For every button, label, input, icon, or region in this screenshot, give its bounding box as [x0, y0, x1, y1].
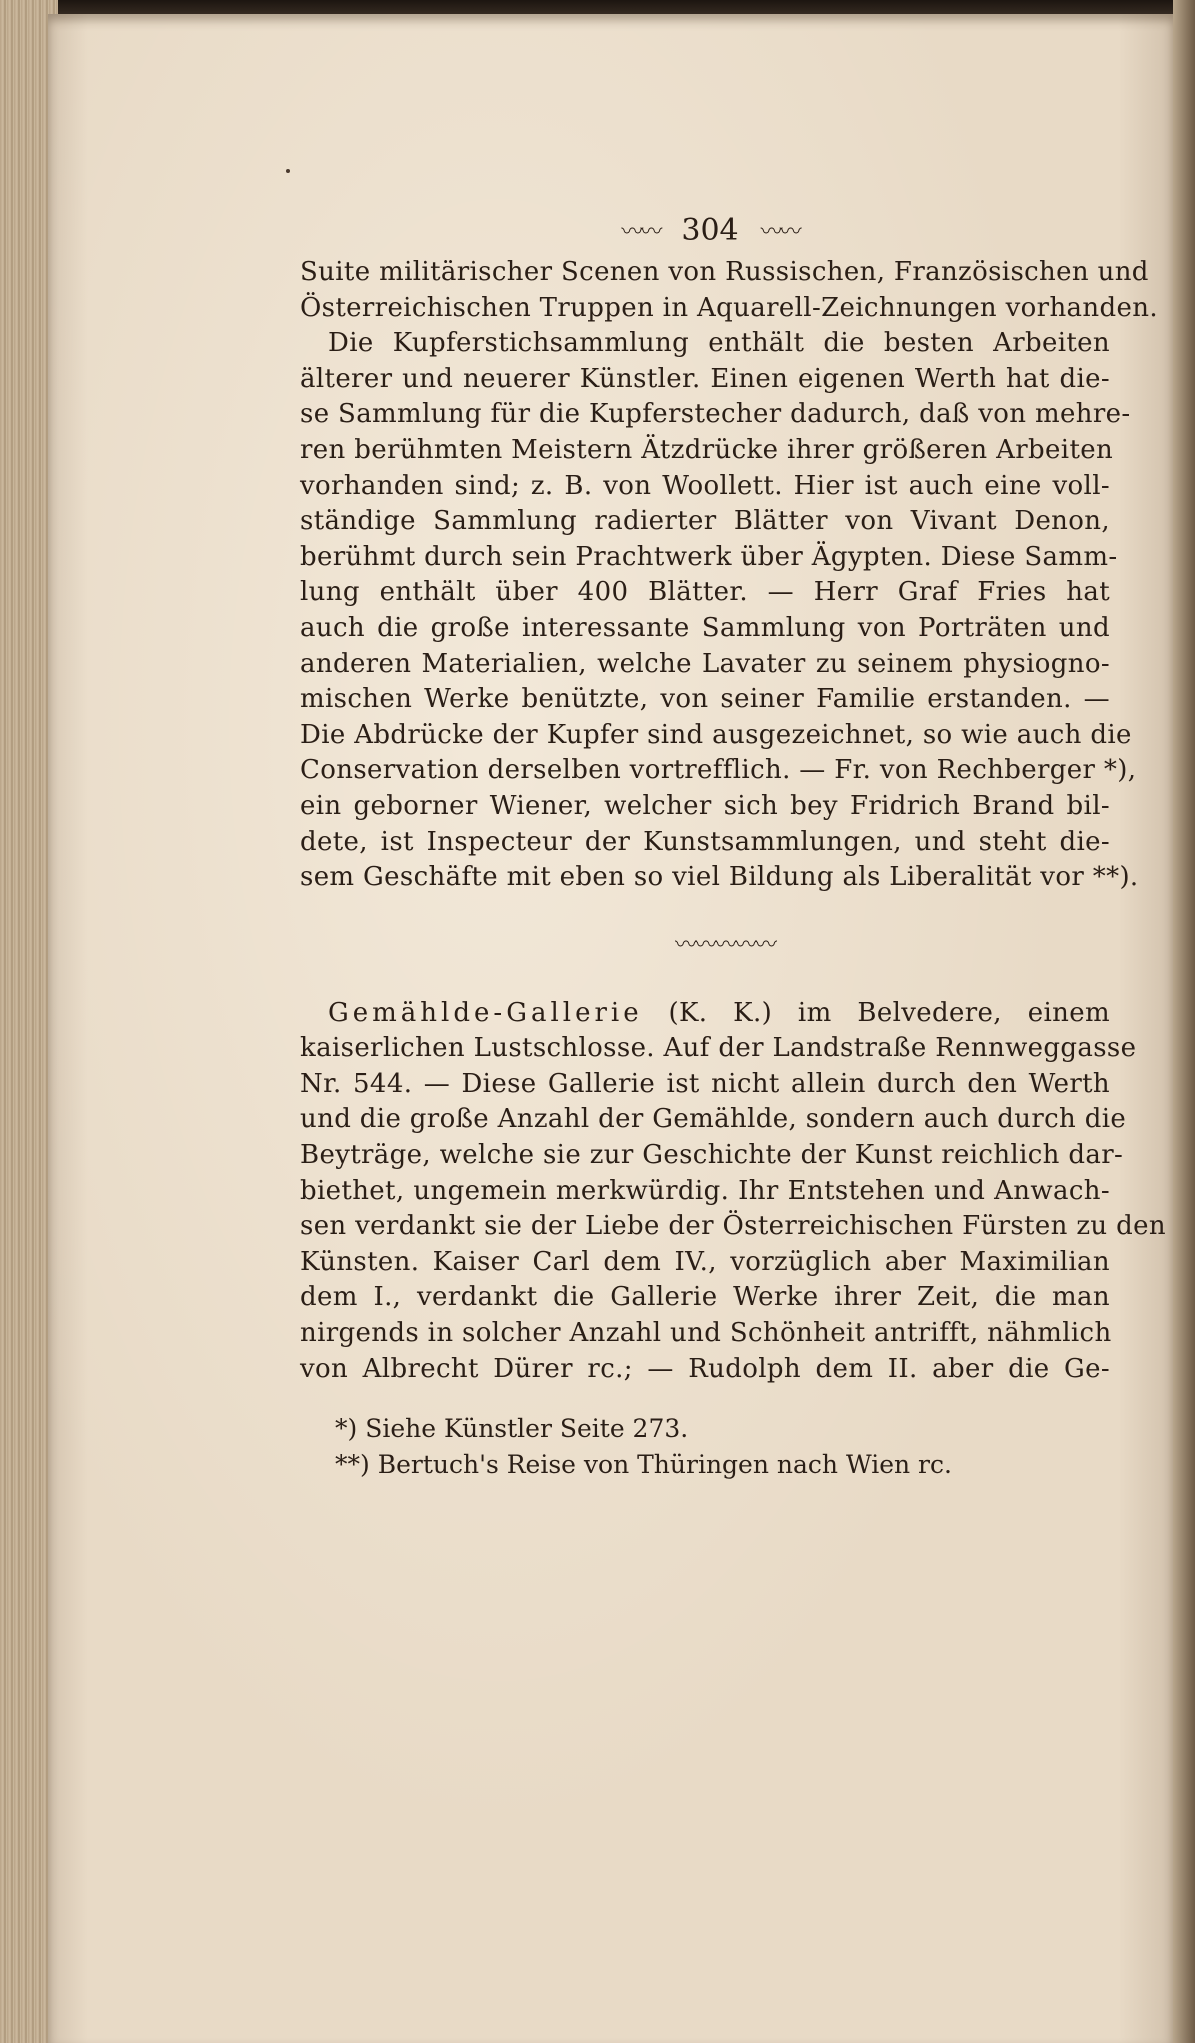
- header-ornament-right: 〰〰: [760, 219, 799, 245]
- text-line: Die Abdrücke der Kupfer sind ausgezeichnet, so wie auch die: [300, 719, 1132, 750]
- footnote-2: **) Bertuch's Reise von Thüringen nach Wien rc.: [335, 1450, 952, 1480]
- text-line: ein geborner Wiener, welcher sich bey Fridrich Brand bil-: [300, 790, 1110, 821]
- text-line: sen verdankt sie der Liebe der Österreichischen Fürsten zu den: [300, 1211, 1166, 1242]
- text-line: Conservation derselben vortrefflich. — Fr. von Rechberger *),: [300, 755, 1137, 786]
- text-line: anderen Materialien, welche Lavater zu seinem physiogno-: [300, 648, 1110, 679]
- text-line: Suite militärischer Scenen von Russischen, Französischen und: [300, 257, 1149, 287]
- text-line: von Albrecht Dürer rc.; — Rudolph dem II. aber die Ge-: [300, 1353, 1110, 1384]
- text-line: und die große Anzahl der Gemählde, sondern auch durch die: [300, 1104, 1127, 1135]
- paragraph-1: [300, 255, 1158, 896]
- header-ornament-left: 〰〰: [621, 219, 660, 245]
- text-line: Künsten. Kaiser Carl dem IV., vorzüglich aber Maximilian: [300, 1246, 1110, 1277]
- ink-speck: [286, 169, 290, 173]
- text-line: nirgends in solcher Anzahl und Schönheit antrifft, nähmlich: [300, 1318, 1112, 1349]
- paragraph-2: [300, 996, 1166, 1388]
- page-number: 304: [681, 212, 739, 248]
- text-line: älterer und neuerer Künstler. Einen eigenen Werth hat die-: [300, 363, 1110, 394]
- book-right-edge: [1173, 0, 1195, 2043]
- text-line: sem Geschäfte mit eben so viel Bildung als Liberalität vor **).: [300, 862, 1139, 893]
- text-line: se Sammlung für die Kupferstecher dadurch, daß von mehre-: [300, 399, 1131, 430]
- text-line: Nr. 544. — Diese Gallerie ist nicht allein durch den Werth: [300, 1068, 1110, 1099]
- page-header: [310, 205, 1110, 255]
- text-line: dete, ist Inspecteur der Kunstsammlungen, und steht die-: [300, 826, 1110, 857]
- text-line: berühmt durch sein Prachtwerk über Ägypten. Diese Samm-: [300, 541, 1118, 572]
- section-title: Gemählde-Gallerie: [328, 997, 643, 1028]
- text-line: Die Kupferstichsammlung enthält die besten Arbeiten: [328, 328, 1110, 359]
- section-title-rest: (K. K.) im Belvedere, einem: [642, 997, 1110, 1028]
- text-line: dem I., verdankt die Gallerie Werke ihrer Zeit, die man: [300, 1282, 1110, 1313]
- text-line: auch die große interessante Sammlung von Porträten und: [300, 612, 1110, 643]
- footnotes: [300, 1411, 1110, 1483]
- text-line: biethet, ungemein merkwürdig. Ihr Entstehen und Anwach-: [300, 1175, 1110, 1206]
- text-line: ständige Sammlung radierter Blätter von Vivant Denon,: [300, 506, 1110, 537]
- section-divider: 〰〰〰〰〰: [674, 932, 775, 958]
- text-line: kaiserlichen Lustschlosse. Auf der Landstraße Rennweggasse: [300, 1033, 1137, 1064]
- text-line: vorhanden sind; z. B. von Woollett. Hier ist auch eine voll-: [300, 470, 1110, 501]
- text-line-first: [300, 996, 1110, 1032]
- text-line: Beyträge, welche sie zur Geschichte der Kunst reichlich dar-: [300, 1140, 1124, 1171]
- text-line: Österreichischen Truppen in Aquarell-Zeichnungen vorhanden.: [300, 292, 1158, 323]
- page-text: [300, 205, 1166, 1483]
- text-line: ren berühmten Meistern Ätzdrücke ihrer größeren Arbeiten: [300, 434, 1114, 465]
- text-line: lung enthält über 400 Blätter. — Herr Graf Fries hat: [300, 577, 1110, 608]
- footnote-1: *) Siehe Künstler Seite 273.: [335, 1414, 689, 1444]
- text-line: mischen Werke benützte, von seiner Familie erstanden. —: [300, 684, 1110, 715]
